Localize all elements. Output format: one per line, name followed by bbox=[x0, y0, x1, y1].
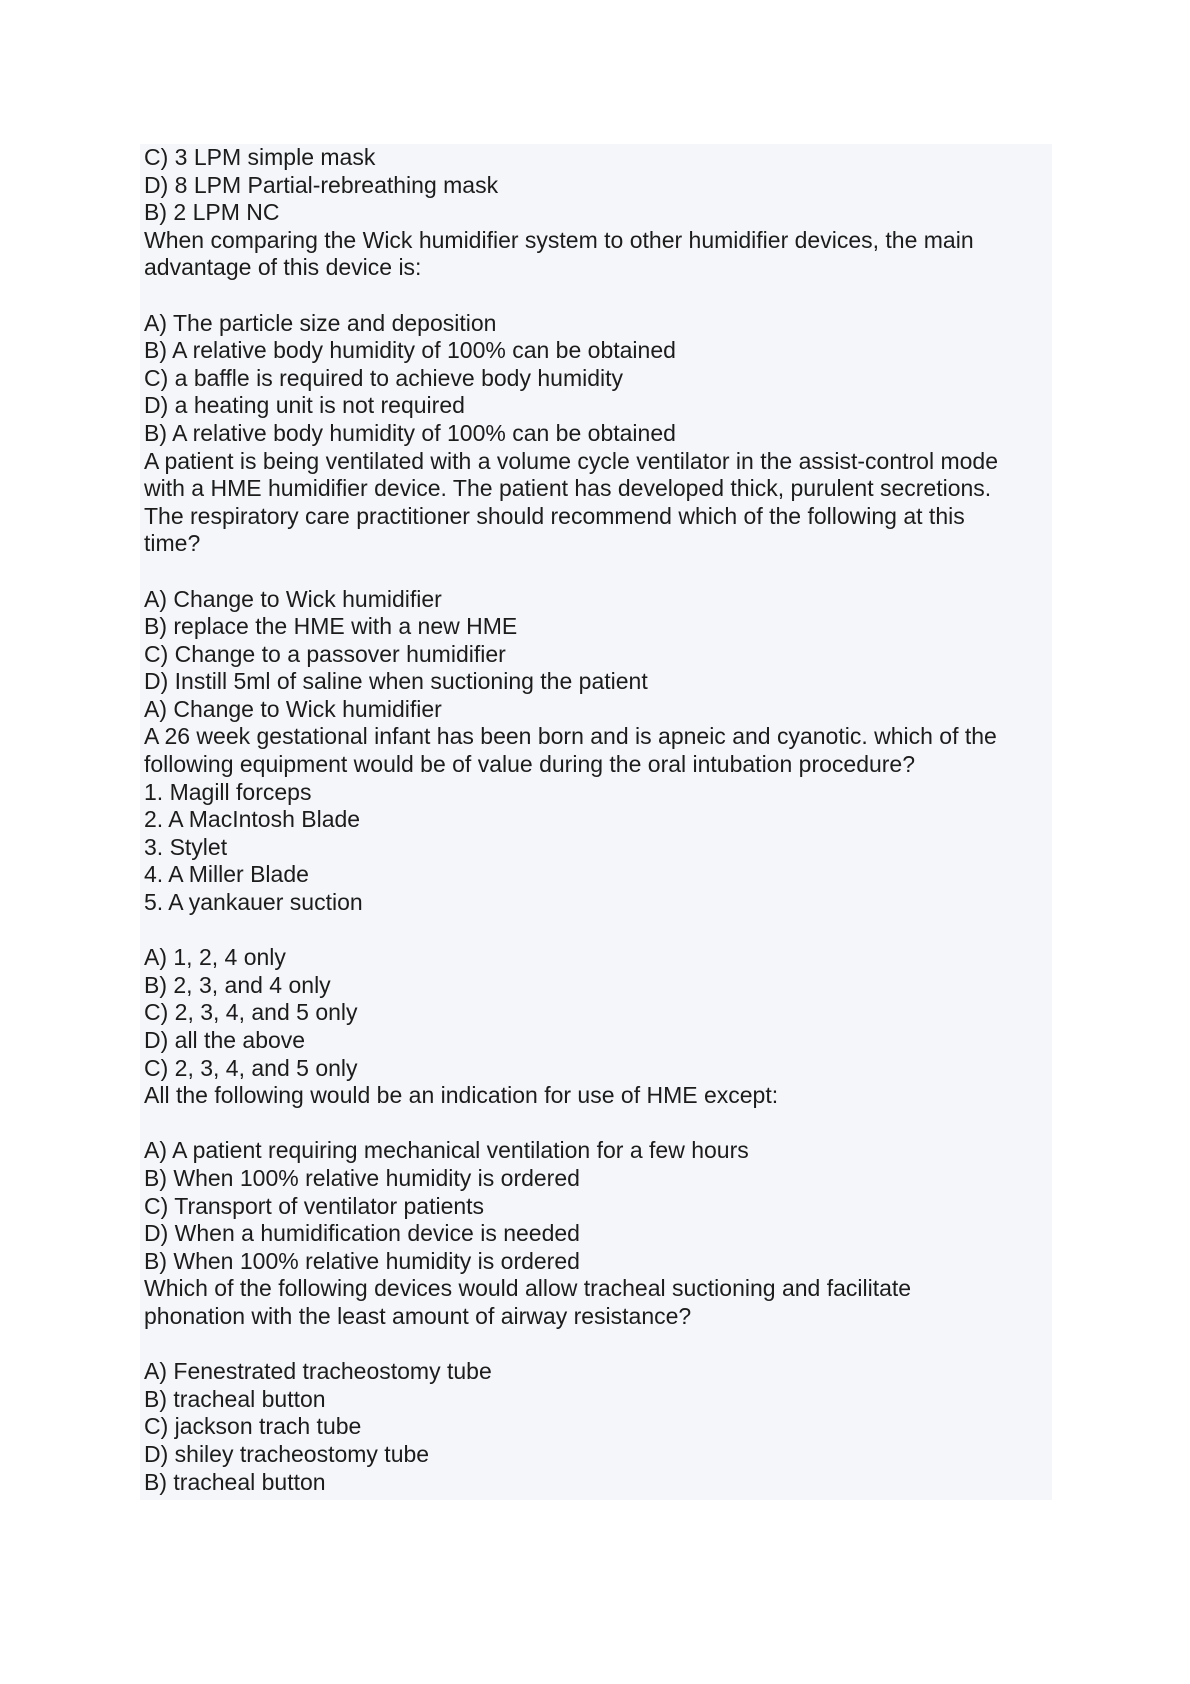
text-line: B) 2 LPM NC bbox=[144, 199, 280, 226]
text-line: following equipment would be of value during the oral intubation procedure? bbox=[144, 751, 916, 778]
text-line: D) a heating unit is not required bbox=[144, 392, 465, 419]
text-line: C) a baffle is required to achieve body humidity bbox=[144, 364, 624, 391]
text-line: 1. Magill forceps bbox=[144, 778, 312, 805]
text-line: A patient is being ventilated with a volume cycle ventilator in the assist-control mode bbox=[144, 447, 998, 474]
text-line: A) Change to Wick humidifier bbox=[144, 695, 442, 722]
text-line: D) shiley tracheostomy tube bbox=[144, 1440, 430, 1467]
text-line: B) tracheal button bbox=[144, 1385, 326, 1412]
text-line: A) A patient requiring mechanical ventilation for a few hours bbox=[144, 1137, 749, 1164]
text-line: D) 8 LPM Partial-rebreathing mask bbox=[144, 171, 499, 198]
document-text-block bbox=[140, 144, 1052, 1500]
text-line: A) The particle size and deposition bbox=[144, 309, 497, 336]
text-line: 4. A Miller Blade bbox=[144, 861, 309, 888]
text-line: A 26 week gestational infant has been born and is apneic and cyanotic. which of the bbox=[144, 723, 997, 750]
text-line: C) 2, 3, 4, and 5 only bbox=[144, 999, 358, 1026]
text-line: B) When 100% relative humidity is ordered bbox=[144, 1247, 580, 1274]
text-line: A) Fenestrated tracheostomy tube bbox=[144, 1358, 492, 1385]
text-line: 3. Stylet bbox=[144, 833, 228, 860]
text-line: phonation with the least amount of airway resistance? bbox=[144, 1302, 692, 1329]
text-line: B) tracheal button bbox=[144, 1468, 326, 1495]
text-line: B) replace the HME with a new HME bbox=[144, 613, 518, 640]
text-line: D) all the above bbox=[144, 1027, 306, 1053]
text-line: time? bbox=[144, 530, 201, 557]
blank-line bbox=[144, 282, 1048, 310]
text-line: A) Change to Wick humidifier bbox=[144, 585, 442, 612]
text-line: B) A relative body humidity of 100% can be obtained bbox=[144, 337, 676, 364]
text-line: All the following would be an indication for use of HME except: bbox=[144, 1082, 779, 1109]
text-line: advantage of this device is: bbox=[144, 254, 422, 281]
text-line: A) 1, 2, 4 only bbox=[144, 944, 286, 971]
text-line: B) A relative body humidity of 100% can be obtained bbox=[144, 419, 676, 446]
text-line: B) 2, 3, and 4 only bbox=[144, 971, 331, 998]
text-line: C) jackson trach tube bbox=[144, 1413, 362, 1440]
text-line: with a HME humidifier device. The patient has developed thick, purulent secretions. bbox=[144, 475, 992, 502]
text-line: C) 2, 3, 4, and 5 only bbox=[144, 1054, 358, 1081]
text-line: The respiratory care practitioner should recommend which of the following at this bbox=[144, 502, 965, 529]
text-line: C) Transport of ventilator patients bbox=[144, 1192, 485, 1219]
blank-line bbox=[144, 1331, 1048, 1359]
text-line: 5. A yankauer suction bbox=[144, 889, 363, 916]
text-line: D) When a humidification device is needed bbox=[144, 1220, 580, 1247]
text-line: C) 3 LPM simple mask bbox=[144, 144, 376, 170]
text-line: B) When 100% relative humidity is ordered bbox=[144, 1164, 580, 1191]
text-line: D) Instill 5ml of saline when suctioning the patient bbox=[144, 668, 648, 695]
blank-line bbox=[144, 917, 1048, 945]
text-line: 2. A MacIntosh Blade bbox=[144, 806, 361, 833]
text-line: When comparing the Wick humidifier system to other humidifier devices, the main bbox=[144, 226, 974, 253]
text-line: Which of the following devices would allow tracheal suctioning and facilitate bbox=[144, 1275, 912, 1302]
blank-line bbox=[144, 1110, 1048, 1138]
blank-line bbox=[144, 558, 1048, 586]
text-line: C) Change to a passover humidifier bbox=[144, 640, 506, 667]
